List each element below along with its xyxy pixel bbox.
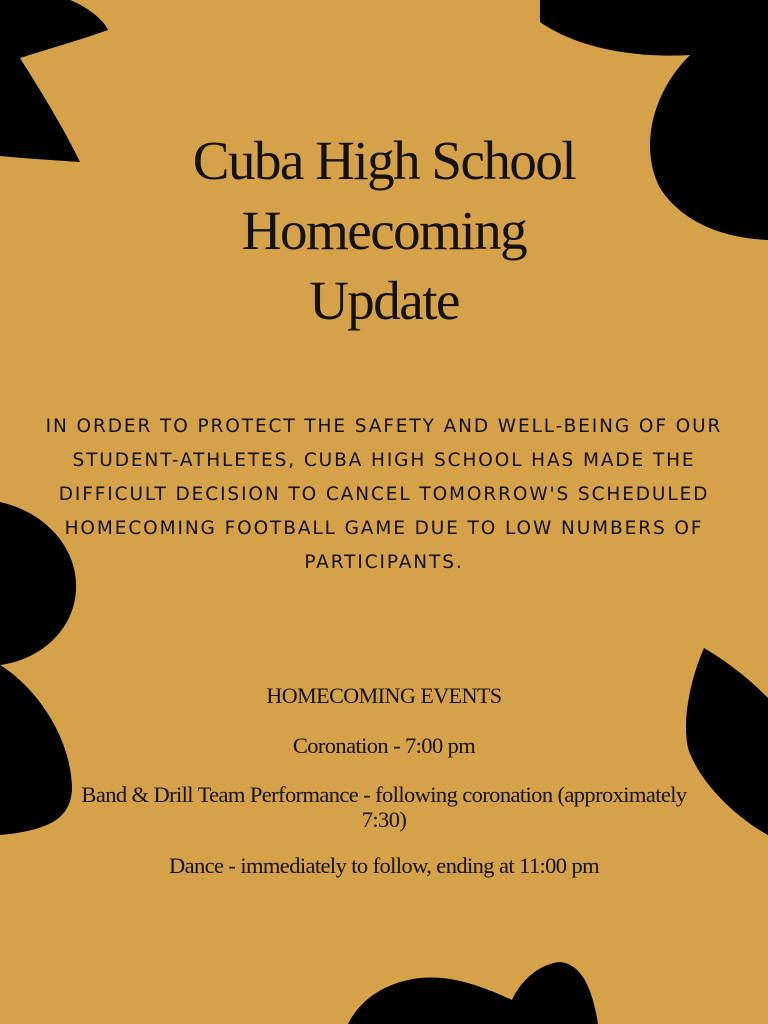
- title-line-1: Cuba High School: [192, 130, 576, 191]
- event-dance: Dance - immediately to follow, ending at 11:00 pm: [168, 853, 600, 878]
- event-coronation: Coronation - 7:00 pm: [292, 733, 476, 758]
- events-heading: HOMECOMING EVENTS: [266, 683, 502, 708]
- cancellation-notice: IN ORDER TO PROTECT THE SAFETY AND WELL-BEING OF OUR STUDENT-ATHLETES, CUBA HIGH SCHOOL HAS MADE THE DIFFICULT DECISION TO CANCEL TOMORROW'S SCHEDULED HOMECOMING FOOTBALL GAME DUE TO LOW NUMBERS OF PARTICIPANTS.: [45, 416, 723, 573]
- event-band-drill-team: Band & Drill Team Performance - following coronation (approximately 7:30): [81, 782, 687, 832]
- title-line-2: Homecoming: [241, 200, 527, 261]
- title-line-3: Update: [309, 270, 459, 331]
- page-title: [84, 126, 684, 336]
